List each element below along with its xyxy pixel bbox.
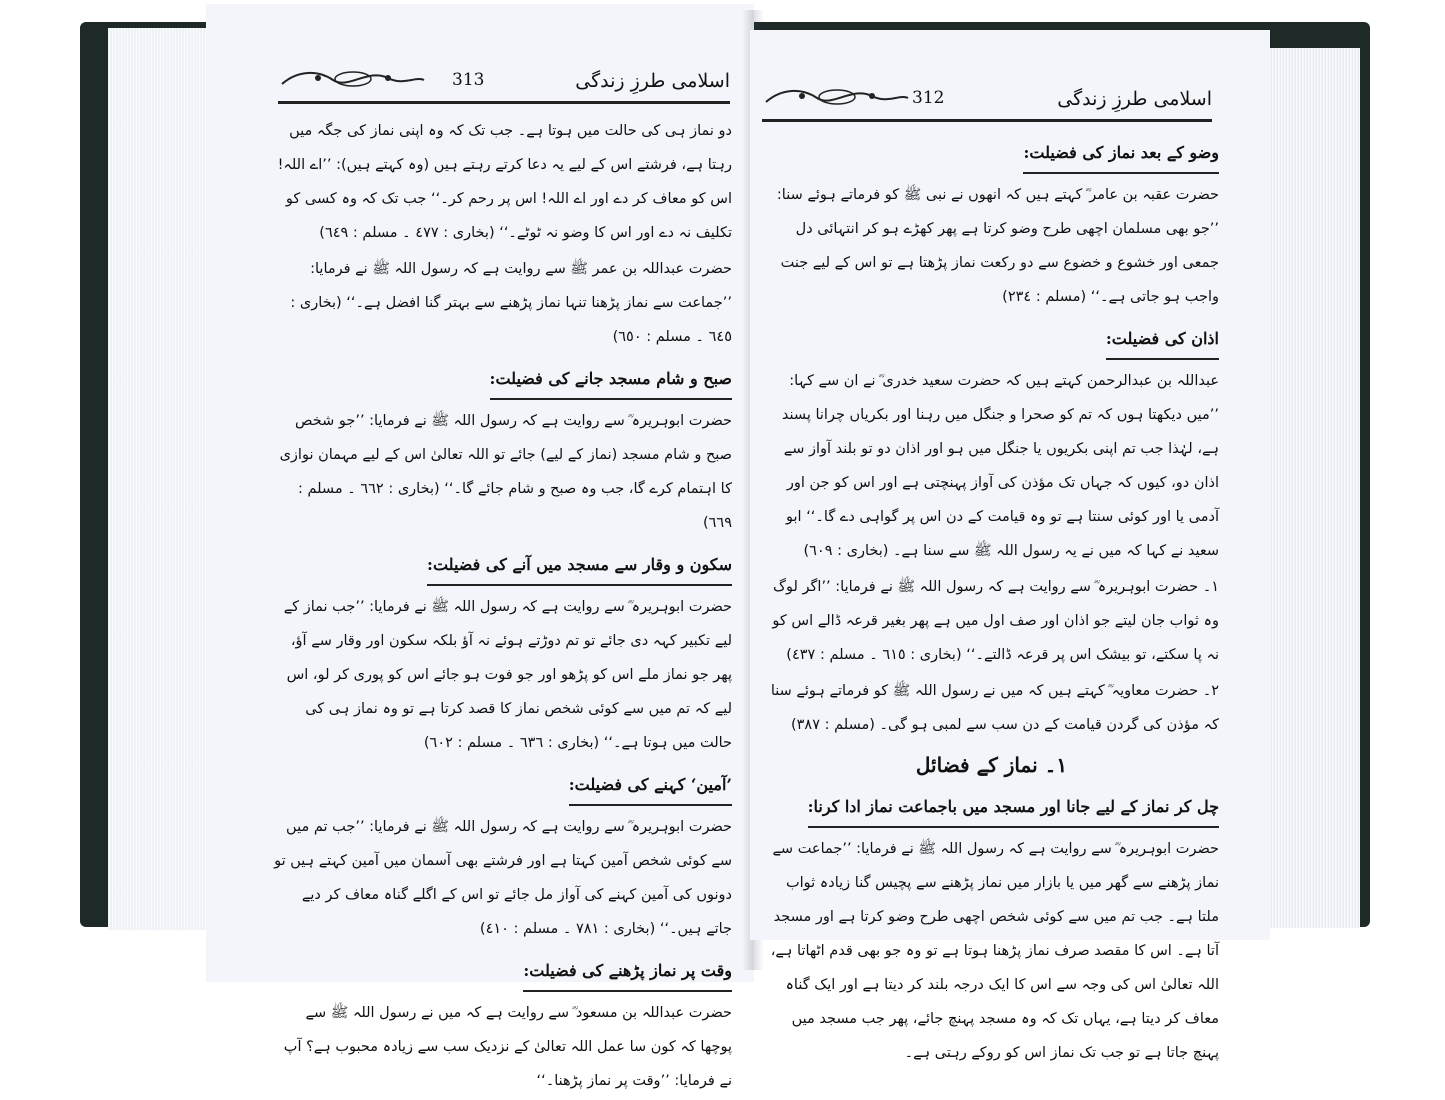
section-heading-wrap — [764, 130, 1219, 178]
left-page-body — [272, 114, 732, 1100]
section-heading: صبح و شام مسجد جانے کی فضیلت: — [490, 362, 732, 400]
paragraph: حضرت ابوہریرہ ؓ سے روایت ہے کہ رسول اللہ ﷺ نے فرمایا: ’’جب تم میں سے کوئی شخص آمین کہتا ہے اور فرشتے بھی آسمان میں آمین کہتے ہیں تو دونوں کی آمین کہنے کی آواز مل جائے تو اس کے اگلے گناہ معاف کر دیے جاتے ہیں۔‘‘ (بخاری : ٧٨١ ۔ مسلم : ٤١٠) — [274, 819, 732, 937]
running-title: اسلامی طرزِ زندگی — [1057, 88, 1212, 110]
paragraph: حضرت عبداللہ بن مسعود ؓ سے روایت ہے کہ میں نے رسول اللہ ﷺ سے پوچھا کہ کون سا عمل اللہ تعالیٰ کے نزدیک سب سے زیادہ محبوب ہے؟ آپ نے فرمایا: ’’وقت پر نماز پڑھنا۔‘‘ — [283, 1005, 732, 1089]
page-edges-right — [1268, 48, 1360, 928]
section-heading-wrap — [272, 948, 732, 996]
header-rule — [278, 101, 730, 104]
paragraph: ۲۔ حضرت معاویہ ؓ کہتے ہیں کہ میں نے رسول اللہ ﷺ کو فرماتے ہوئے سنا کہ مؤذن کی گردن قیامت کے دن سب سے لمبی ہو گی۔ (مسلم : ٣٨٧) — [770, 683, 1219, 733]
right-page-body — [764, 130, 1219, 1072]
section-heading: چل کر نماز کے لیے جانا اور مسجد میں باجماعت نماز ادا کرنا: — [808, 790, 1219, 828]
section-heading: وضو کے بعد نماز کی فضیلت: — [1023, 136, 1219, 174]
section-heading-wrap — [272, 762, 732, 810]
page-number: 313 — [452, 70, 485, 90]
running-title: اسلامی طرزِ زندگی — [575, 70, 730, 92]
paragraph: حضرت عبداللہ بن عمر ﷺ سے روایت ہے کہ رسول اللہ ﷺ نے فرمایا: ’’جماعت سے نماز پڑھنا تنہا نماز پڑھنے سے بہتر گنا افضل ہے۔‘‘ (بخاری : ٦٤٥ ۔ مسلم : ٦٥٠) — [290, 261, 732, 345]
section-heading: سکون و وقار سے مسجد میں آنے کی فضیلت: — [427, 548, 732, 586]
paragraph: حضرت ابوہریرہ ؓ سے روایت ہے کہ رسول اللہ ﷺ نے فرمایا: ’’جب نماز کے لیے تکبیر کہہ دی جائے تو تم دوڑتے ہوئے نہ آؤ بلکہ سکون اور وقار سے آؤ، پھر جو نماز ملے اس کو پڑھو اور جو فوت ہو جائے اس کو پوری کر لو، اس لیے کہ تم میں سے کوئی شخص نماز کا قصد کرتا ہے تو وہ نماز ہی کی حالت میں ہوتا ہے۔‘‘ (بخاری : ٦٣٦ ۔ مسلم : ٦٠٢) — [283, 599, 732, 751]
ornament-icon — [278, 66, 428, 92]
header-rule — [762, 119, 1212, 122]
right-page — [750, 30, 1270, 1061]
paragraph: دو نماز ہی کی حالت میں ہوتا ہے۔ جب تک کہ وہ اپنی نماز کی جگہ میں رہتا ہے، فرشتے اس کے لیے یہ دعا کرتے رہتے ہیں (وہ کہتے ہیں): ’’اے اللہ! اس کو معاف کر دے اور اے اللہ! اس پر رحم کر۔‘‘ جب تک کہ وہ کسی کو تکلیف نہ دے اور اس کا وضو نہ ٹوٹے۔‘‘ (بخاری : ٤٧٧ ۔ مسلم : ٦٤٩) — [277, 123, 732, 241]
left-page-header — [278, 64, 730, 104]
chapter-title: ۱۔ نماز کے فضائل — [915, 753, 1068, 777]
paragraph: عبداللہ بن عبدالرحمن کہتے ہیں کہ حضرت سعید خدری ؓ نے ان سے کہا: ’’میں دیکھتا ہوں کہ تم کو صحرا و جنگل میں رہنا اور بکریاں چرانا پسند ہے، لہٰذا جب تم اپنی بکریوں یا جنگل میں ہو اور اذان دو تو بلند آواز سے اذان دو، کیوں کہ جہاں تک مؤذن کی آواز پہنچتی ہے اور اس کو جن اور آدمی یا اور کوئی سنتا ہے تو وہ قیامت کے دن اس پر گواہی دے گا۔‘‘ ابو سعید نے کہا کہ میں نے یہ رسول اللہ ﷺ سے سنا ہے۔ (بخاری : ٦٠٩) — [781, 373, 1219, 559]
page-edges-left — [108, 28, 218, 930]
section-heading-wrap — [272, 356, 732, 404]
section-heading-wrap — [764, 316, 1219, 364]
paragraph: حضرت ابوہریرہ ؓ سے روایت ہے کہ رسول اللہ ﷺ نے فرمایا: ’’جماعت سے نماز پڑھنے سے گھر میں یا بازار میں نماز پڑھنے سے پچیس گنا زیادہ ثواب ملتا ہے۔ جب تم میں سے کوئی شخص اچھی طرح وضو کرتا ہے اور مسجد آتا ہے۔ اس کا مقصد صرف نماز پڑھنا ہوتا ہے تو وہ جو بھی قدم اٹھاتا ہے، اللہ تعالیٰ اس کی وجہ سے اس کا ایک درجہ بلند کر دیتا ہے اور ایک گناہ معاف کر دیتا ہے، یہاں تک کہ وہ مسجد پہنچ جائے، پھر جب مسجد میں پہنچ جاتا ہے تو جب تک نماز اس کو روکے رہتی ہے۔ — [770, 841, 1219, 1061]
paragraph: حضرت عقبہ بن عامر ؓ کہتے ہیں کہ انھوں نے نبی ﷺ کو فرماتے ہوئے سنا: ’’جو بھی مسلمان اچھی طرح وضو کرتا ہے پھر کھڑے ہو کر انتہائی دل جمعی اور خشوع و خضوع سے دو رکعت نماز پڑھتا ہے تو اس کے لیے جنت واجب ہو جاتی ہے۔‘‘ (مسلم : ٢٣٤) — [776, 187, 1219, 305]
section-heading: وقت پر نماز پڑھنے کی فضیلت: — [523, 954, 732, 992]
paragraph: ۱۔ حضرت ابوہریرہ ؓ سے روایت ہے کہ رسول اللہ ﷺ نے فرمایا: ’’اگر لوگ وہ ثواب جان لیتے جو اذان اور صف اول میں ہے پھر بغیر قرعہ ڈالے اس کو نہ پا سکتے، تو بیشک اس پر قرعہ ڈالتے۔‘‘ (بخاری : ٦١٥ ۔ مسلم : ٤٣٧) — [772, 579, 1219, 663]
section-heading: ’آمین‘ کہنے کی فضیلت: — [569, 768, 732, 806]
section-heading: اذان کی فضیلت: — [1106, 322, 1219, 360]
ornament-icon — [762, 84, 912, 110]
section-heading-wrap — [272, 542, 732, 590]
page-number: 312 — [912, 88, 945, 108]
left-page — [206, 4, 754, 1089]
right-page-header — [762, 82, 1212, 122]
section-heading-wrap — [764, 784, 1219, 832]
paragraph: حضرت ابوہریرہ ؓ سے روایت ہے کہ رسول اللہ ﷺ نے فرمایا: ’’جو شخص صبح و شام مسجد (نماز کے لیے) جائے تو اللہ تعالیٰ اس کے لیے مہمان نوازی کا اہتمام کرے گا، جب وہ صبح و شام جائے گا۔‘‘ (بخاری : ٦٦٢ ۔ مسلم : ٦٦٩) — [279, 413, 732, 531]
